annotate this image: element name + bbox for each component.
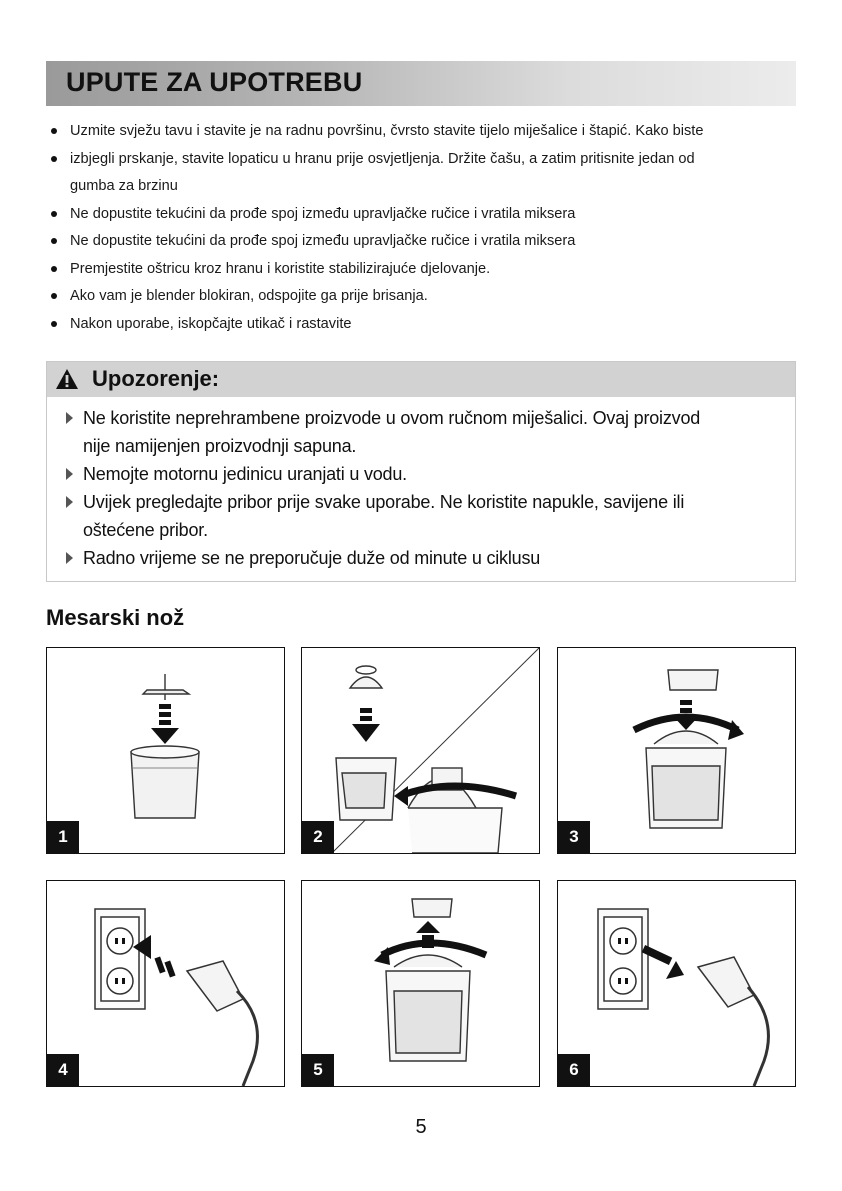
step-panel-1	[46, 647, 285, 854]
bullet-icon	[51, 266, 57, 272]
blade-insert-illustration	[47, 648, 284, 853]
plug-in-illustration	[47, 881, 284, 1086]
section-title: Mesarski nož	[46, 605, 185, 630]
instruction-item: Ne dopustite tekućini da prođe spoj između upravljačke ručice i vratila miksera	[48, 228, 808, 256]
instruction-item: Ne dopustite tekućini da prođe spoj između upravljačke ručice i vratila miksera	[48, 201, 808, 229]
step-number-badge: 1	[47, 821, 79, 853]
bullet-icon	[51, 321, 57, 327]
step-panel-6	[557, 880, 796, 1087]
instruction-item: Ako vam je blender blokiran, odspojite ga prije brisanja.	[48, 283, 808, 311]
motor-attach-illustration	[558, 648, 795, 853]
instruction-item: Premjestite oštricu kroz hranu i koristite stabilizirajuće djelovanje.	[48, 256, 808, 284]
warning-title: Upozorenje:	[92, 366, 220, 391]
step-panel-2	[301, 647, 540, 854]
warning-item: Uvijek pregledajte pribor prije svake uporabe. Ne koristite napukle, savijene ili oštećene pribor.	[65, 488, 785, 544]
bullet-icon	[51, 293, 57, 299]
step-number-badge: 6	[558, 1054, 590, 1086]
arrow-right-icon	[66, 552, 73, 564]
bullet-icon	[51, 211, 57, 217]
warning-icon	[55, 368, 79, 390]
step-panel-4	[46, 880, 285, 1087]
arrow-right-icon	[66, 412, 73, 424]
step-panel-3	[557, 647, 796, 854]
warning-item: Radno vrijeme se ne preporučuje duže od minute u ciklusu	[65, 544, 785, 572]
arrow-right-icon	[66, 468, 73, 480]
step-number-badge: 2	[302, 821, 334, 853]
bullet-icon	[51, 128, 57, 134]
step-number-badge: 4	[47, 1054, 79, 1086]
arrow-right-icon	[66, 496, 73, 508]
motor-remove-illustration	[302, 881, 539, 1086]
unplug-illustration	[558, 881, 795, 1086]
instruction-list	[48, 118, 808, 338]
page-title: UPUTE ZA UPOTREBU	[66, 67, 363, 97]
warning-list	[65, 404, 785, 572]
instruction-item: izbjegli prskanje, stavite lopaticu u hranu prije osvjetljenja. Držite čašu, a zatim pritisnite jedan od gumba za brzinu	[48, 146, 808, 201]
instruction-item: Uzmite svježu tavu i stavite je na radnu površinu, čvrsto stavite tijelo miješalice i štapić. Kako biste	[48, 118, 808, 146]
page-number: 5	[415, 1116, 427, 1138]
step-number-badge: 5	[302, 1054, 334, 1086]
warning-header	[47, 362, 795, 397]
instruction-item: Nakon uporabe, iskopčajte utikač i rastavite	[48, 311, 808, 339]
step-number-badge: 3	[558, 821, 590, 853]
warning-item: Ne koristite neprehrambene proizvode u ovom ručnom miješalici. Ovaj proizvod nije namijenjen proizvodnji sapuna.	[65, 404, 785, 460]
warning-box	[46, 361, 796, 582]
step-panel-5	[301, 880, 540, 1087]
bullet-icon	[51, 156, 57, 162]
lid-attach-illustration	[302, 648, 539, 853]
warning-item: Nemojte motornu jedinicu uranjati u vodu.	[65, 460, 785, 488]
header-bar	[46, 61, 796, 106]
bullet-icon	[51, 238, 57, 244]
